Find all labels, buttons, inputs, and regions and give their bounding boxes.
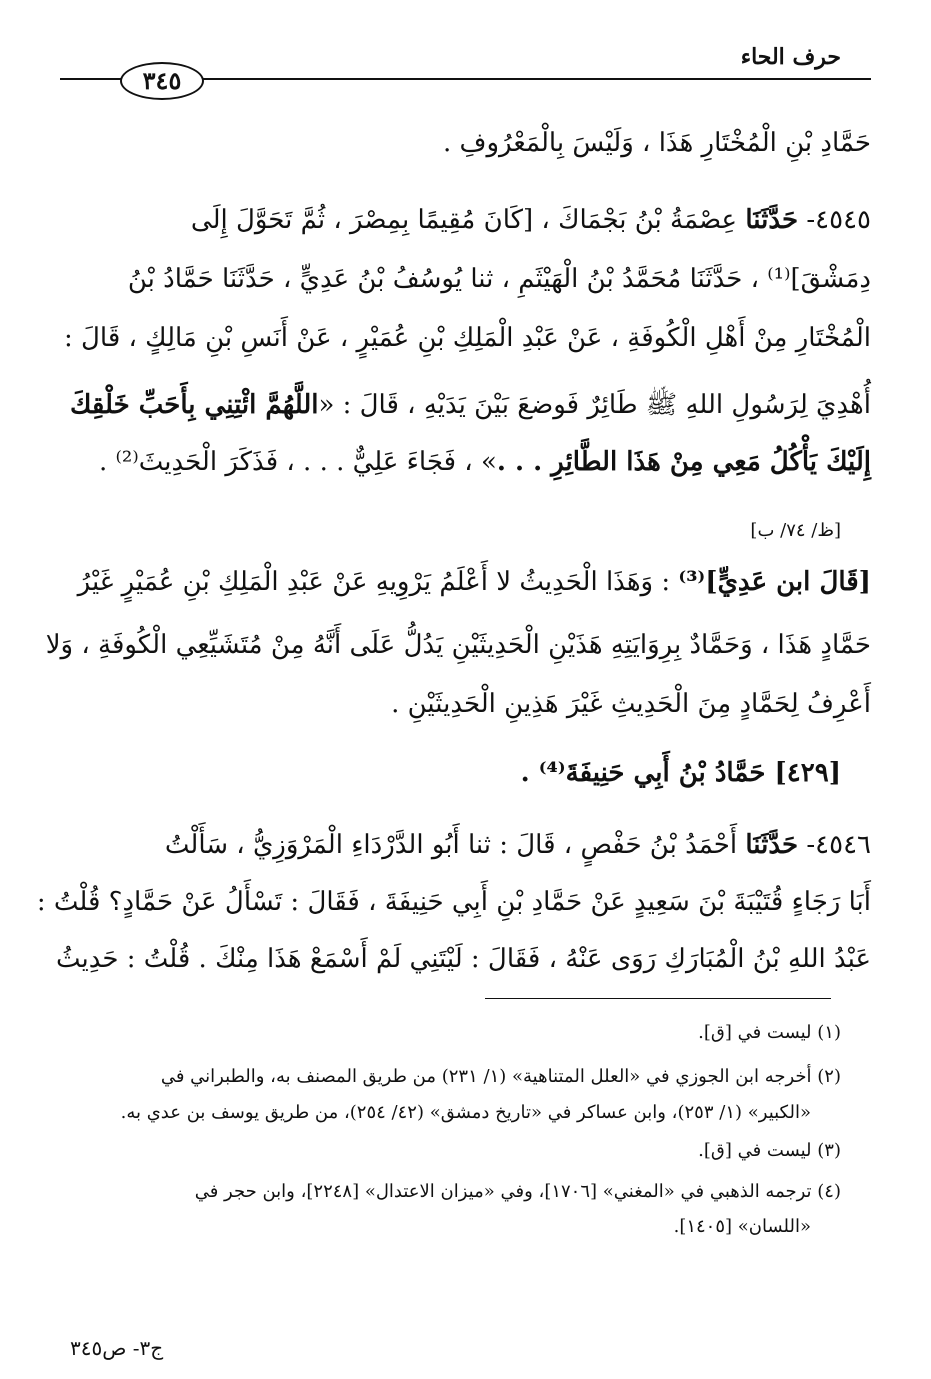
hadith-text: دِمَشْقَ]⁽¹⁾ ، حَدَّثَنَا مُحَمَّدُ بْنُ الْهَيْثَمِ ، ثنا يُوسُفُ بْنُ عَدِيٍّ ، حَدَّثَنَا حَمَّادُ بْنُ: [127, 264, 871, 294]
text-line: [60, 128, 871, 158]
footnote-4-line-1: (٤) ترجمه الذهبي في «المغني» [١٧٠٦]، وفي «ميزان الاعتدال» [٢٢٤٨]، وابن حجر في: [194, 1181, 841, 1202]
ibn-adi-text: حَمَّادٍ هَذَا ، وَحَمَّادٌ بِرِوَايَتِهِ هَذَيْنِ الْحَدِيثَيْنِ يَدُلُّ عَلَى أَنَّهُ مِنْ مُتَشَيِّعِي الْكُوفَةِ ، وَلا: [45, 630, 871, 660]
footnote-1: (١) ليست في [ق].: [698, 1022, 841, 1043]
ibn-adi-line-3: [60, 689, 871, 719]
footnote-rule: [485, 998, 831, 999]
hadith-text: عَبْدُ اللهِ بْنُ الْمُبَارَكِ رَوَى عَنْهُ ، فَقَالَ : لَيْتَنِي لَمْ أَسْمَعْ هَذَا مِنْكَ . قُلْتُ : حَدِيثُ: [55, 944, 871, 974]
ibn-adi-text: أَعْرِفُ لِحَمَّادٍ مِنَ الْحَدِيثِ غَيْرَ هَذِينِ الْحَدِيثَيْنِ .: [391, 689, 871, 719]
running-head-title: حرف الحاء: [740, 44, 841, 70]
hadith-4545-line-1: [60, 205, 871, 235]
hadith-text: أُهْدِيَ لِرَسُولِ اللهِ ﷺ طَائِرٌ فَوضعَ بَيْنَ يَدَيْهِ ، قَالَ : «: [318, 390, 871, 420]
hadith-4545-line-3: [60, 323, 871, 353]
hadith-text: أَحْمَدُ بْنُ حَفْصٍ ، قَالَ : ثنا أَبُو الدَّرْدَاءِ الْمَرْوَزِيُّ ، سَأَلْتُ: [164, 830, 738, 860]
ibn-adi-label: [قَالَ ابن عَدِيٍّ]⁽³⁾: [678, 567, 871, 597]
page-number: ٣٤٥: [120, 62, 204, 100]
hadith-quote: إِلَيْكَ يَأْكُلُ مَعِي مِنْ هَذَا الطَّائِرِ . . .: [496, 447, 871, 477]
hadith-text: عِصْمَةُ بْنُ بَجْمَاكَ ، [كَانَ مُقِيمًا بِمِصْرَ ، ثُمَّ تَحَوَّلَ إِلَى: [190, 205, 738, 235]
hadith-4546-line-1: [60, 830, 871, 860]
text-line-content: حَمَّادِ بْنِ الْمُخْتَارِ هَذَا ، وَلَيْسَ بِالْمَعْرُوفِ .: [443, 128, 871, 158]
hadith-4546-line-2: [36, 887, 871, 917]
hadith-quote: اللَّهُمَّ ائْتِنِي بِأَحَبِّ خَلْقِكَ: [69, 390, 319, 420]
hadith-opening: حَدَّثَنَا: [745, 205, 799, 235]
hadith-4545-line-5: [60, 447, 871, 477]
hadith-text: الْمُخْتَارِ مِنْ أَهْلِ الْكُوفَةِ ، عَنْ عَبْدِ الْمَلِكِ بْنِ عُمَيْرٍ ، عَنْ أَنَسِ بْنِ مَالِكٍ ، قَالَ :: [63, 323, 871, 353]
hadith-4546-line-3: [55, 944, 871, 974]
ibn-adi-text: : وَهَذَا الْحَدِيثُ لا أَعْلَمُ يَرْوِيهِ عَنْ عَبْدِ الْمَلِكِ بْنِ عُمَيْرٍ غَيْرُ: [77, 567, 671, 597]
hadith-number: ٤٥٤٦-: [806, 830, 871, 860]
hadith-4545-line-2: [60, 264, 871, 294]
ibn-adi-line-1: [60, 567, 871, 597]
footnote-2-line-2: «الكبير» (١/ ٢٥٣)، وابن عساكر في «تاريخ دمشق» (٤٢/ ٢٥٤)، من طريق يوسف بن عدي به.: [120, 1102, 811, 1123]
entry-heading: [٤٢٩] حَمَّادُ بْنُ أَبِي حَنِيفَةَ⁽⁴⁾ .: [520, 758, 841, 788]
hadith-text: » ، فَجَاءَ عَلِيٌّ . . . ، فَذَكَرَ الْحَدِيثَ⁽²⁾ .: [98, 447, 497, 477]
footnote-2-line-1: (٢) أخرجه ابن الجوزي في «العلل المتناهية» (١/ ٢٣١) من طريق المصنف به، والطبراني في: [160, 1066, 841, 1087]
hadith-4545-line-4: [60, 388, 871, 426]
ibn-adi-line-2: [45, 630, 871, 660]
hadith-opening: حَدَّثَنَا: [745, 830, 799, 860]
footnote-3: (٣) ليست في [ق].: [698, 1140, 841, 1161]
hadith-number: ٤٥٤٥-: [806, 205, 871, 235]
footnote-4-line-2: «اللسان» [١٤٠٥].: [673, 1216, 811, 1237]
hadith-text: أَبَا رَجَاءٍ قُتَيْبَةَ بْنَ سَعِيدٍ عَنْ حَمَّادِ بْنِ أَبِي حَنِيفَةَ ، فَقَالَ : تَسْأَلُ عَنْ حَمَّادٍ؟ قُلْتُ :: [36, 887, 871, 917]
page-footer: ج٣- ص٣٤٥: [70, 1336, 164, 1360]
manuscript-reference: [ظ/ ٧٤/ ب]: [750, 520, 841, 541]
